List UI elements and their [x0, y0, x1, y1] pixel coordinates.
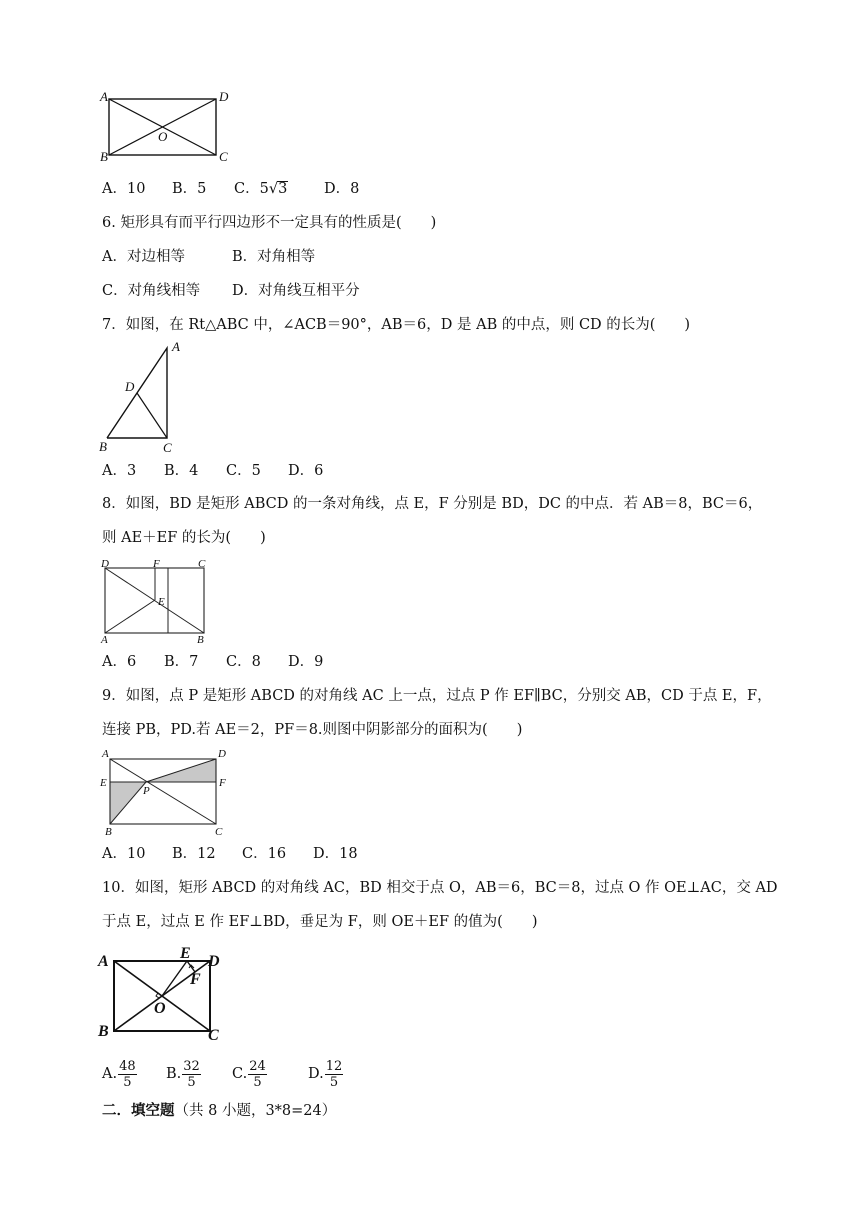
q9-options [102, 844, 358, 864]
q10-label-c: C [208, 1027, 219, 1044]
q9-label-b: B [105, 826, 112, 838]
q8-label-b: B [197, 634, 204, 646]
q6-options-row1 [102, 247, 315, 267]
q10-option-b[interactable] [166, 1054, 232, 1094]
q6-option-c[interactable]: C．对角线相等 [102, 283, 201, 299]
q5-option-c-root: 3 [278, 181, 288, 197]
q10-label-d: D [208, 953, 220, 970]
q8-stem-line2: 则 AE＋EF 的长为( ) [102, 530, 266, 546]
q10-option-c-numerator: 24 [249, 1058, 266, 1074]
q10-option-c-prefix: C. [232, 1066, 248, 1082]
q9-figure [98, 745, 233, 837]
q5-label-c: C [219, 149, 228, 164]
q10-option-d[interactable] [308, 1054, 343, 1094]
q10-option-d-denominator: 5 [329, 1074, 339, 1090]
q7-option-a[interactable]: A．3 [102, 463, 137, 479]
q5-option-c-prefix: C．5 [234, 181, 269, 197]
q10-stem-line1: 10．如图，矩形 ABCD 的对角线 AC，BD 相交于点 O，AB＝6，BC＝8，过点 O 作 OE⊥AC，交 AD [102, 880, 778, 896]
q9-label-a: A [102, 748, 109, 760]
q10-option-a-prefix: A. [102, 1066, 118, 1082]
q10-label-f: F [190, 971, 201, 988]
q10-option-a-denominator: 5 [123, 1074, 132, 1090]
q10-option-b-prefix: B. [166, 1066, 182, 1082]
q9-option-c[interactable]: C．16 [242, 846, 287, 862]
q9-label-c: C [215, 826, 223, 838]
q10-option-d-fraction [325, 1059, 344, 1090]
q7-label-a: A [172, 339, 180, 354]
q10-label-a: A [98, 953, 109, 970]
section2-note: （共 8 小题，3*8=24） [174, 1103, 337, 1119]
q8-option-d[interactable]: D．9 [288, 654, 324, 670]
q10-label-b: B [98, 1023, 109, 1040]
q5-figure [96, 86, 246, 166]
q8-option-b[interactable]: B．7 [164, 654, 199, 670]
q10-option-a-numerator: 48 [119, 1058, 136, 1074]
q8-options [102, 652, 323, 672]
q7-stem: 7．如图，在 Rt△ABC 中，∠ACB＝90°，AB＝6，D 是 AB 的中点，则 CD 的长为( ) [102, 317, 691, 333]
q9-option-d[interactable]: D．18 [313, 846, 358, 862]
q7-option-b[interactable]: B．4 [164, 463, 199, 479]
q8-label-a: A [101, 634, 108, 646]
q7-option-d[interactable]: D．6 [288, 463, 324, 479]
q8-figure [98, 555, 218, 645]
q5-option-c[interactable]: C．5√3 [234, 181, 288, 197]
q9-label-d: D [218, 748, 226, 760]
q10-option-b-denominator: 5 [187, 1074, 196, 1090]
q10-option-d-prefix: D. [308, 1066, 324, 1082]
q8-label-e: E [158, 596, 165, 608]
q7-label-b: B [99, 439, 107, 454]
q8-stem-line1: 8．如图，BD 是矩形 ABCD 的一条对角线，点 E，F 分别是 BD，DC 的中点．若 AB＝8，BC＝6， [102, 496, 763, 512]
q7-options [102, 461, 323, 481]
q10-option-c-fraction [248, 1059, 267, 1090]
q5-options [102, 179, 359, 199]
q10-options [102, 1054, 343, 1094]
q10-option-a[interactable] [102, 1054, 166, 1094]
q7-option-c[interactable]: C．5 [226, 463, 261, 479]
q5-label-o: O [158, 129, 168, 144]
q10-option-b-numerator: 32 [183, 1058, 200, 1074]
q8-label-d: D [101, 558, 109, 570]
q8-option-c[interactable]: C．8 [226, 654, 261, 670]
q5-option-b[interactable]: B．5 [172, 181, 207, 197]
q9-label-e: E [100, 777, 107, 789]
q10-option-a-fraction [118, 1059, 137, 1090]
q9-option-a[interactable]: A．10 [102, 846, 146, 862]
q5-label-a: A [100, 89, 108, 104]
q8-label-c: C [198, 558, 206, 570]
q8-label-f: F [153, 558, 160, 570]
q5-option-d[interactable]: D．8 [324, 181, 360, 197]
q5-option-a[interactable]: A．10 [102, 181, 146, 197]
q8-option-a[interactable]: A．6 [102, 654, 137, 670]
q7-figure [96, 338, 196, 458]
q9-stem-line1: 9．如图，点 P 是矩形 ABCD 的对角线 AC 上一点，过点 P 作 EF∥BC，分别交 AB，CD 于点 E，F， [102, 688, 772, 704]
q10-stem-line2: 于点 E，过点 E 作 EF⊥BD，垂足为 F，则 OE＋EF 的值为( ) [102, 914, 538, 930]
q6-stem: 6. 矩形具有而平行四边形不一定具有的性质是( ) [102, 215, 437, 231]
section2-title: 二．填空题 [102, 1102, 175, 1119]
q10-option-d-numerator: 12 [325, 1058, 343, 1074]
q7-label-d: D [125, 379, 135, 394]
q9-label-p: P [143, 785, 150, 797]
q9-stem-line2: 连接 PB，PD.若 AE＝2，PF＝8.则图中阴影部分的面积为( ) [102, 722, 523, 738]
q5-label-d: D [219, 89, 229, 104]
q6-options-row2 [102, 281, 360, 301]
q10-figure [96, 944, 231, 1044]
section2-heading [102, 1101, 336, 1121]
q10-option-c-denominator: 5 [253, 1074, 262, 1090]
q5-label-b: B [100, 149, 108, 164]
q6-option-a[interactable]: A．对边相等 [102, 249, 185, 265]
q10-label-e: E [180, 945, 191, 962]
q10-label-o: O [154, 1000, 166, 1017]
q10-option-c[interactable] [232, 1054, 308, 1094]
q6-option-b[interactable]: B．对角相等 [232, 249, 316, 265]
q6-option-d[interactable]: D．对角线互相平分 [232, 283, 360, 299]
q9-option-b[interactable]: B．12 [172, 846, 216, 862]
q7-label-c: C [163, 440, 172, 455]
q9-label-f: F [219, 777, 226, 789]
q10-option-b-fraction [182, 1059, 201, 1090]
